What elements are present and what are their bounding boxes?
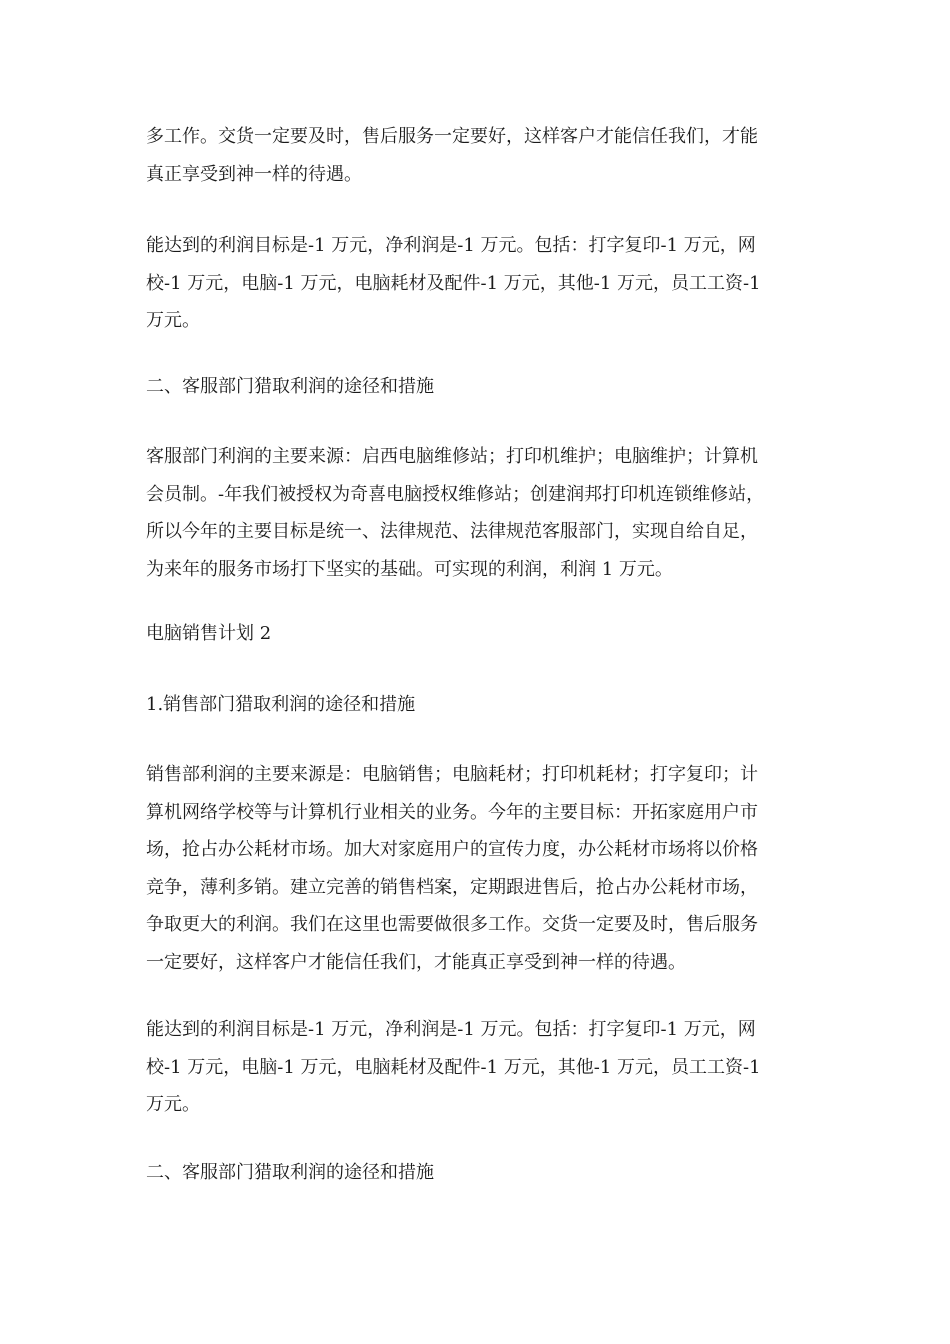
text-line: 校-1 万元，电脑-1 万元，电脑耗材及配件-1 万元，其他-1 万元，员工工资-1 xyxy=(146,1056,761,1078)
text-line: 多工作。交货一定要及时，售后服务一定要好，这样客户才能信任我们，才能 xyxy=(146,126,758,147)
text-line: 万元。 xyxy=(146,310,200,331)
text-line: 竞争，薄利多销。建立完善的销售档案，定期跟进售后，抢占办公耗材市场， xyxy=(146,876,758,898)
text-line: 万元。 xyxy=(146,1094,200,1115)
text-line: 一定要好，这样客户才能信任我们，才能真正享受到神一样的待遇。 xyxy=(146,951,686,973)
text-line: 校-1 万元，电脑-1 万元，电脑耗材及配件-1 万元，其他-1 万元，员工工资-1 xyxy=(146,272,761,294)
paragraph-service-note xyxy=(146,118,758,193)
text-line: 销售部利润的主要来源是：电脑销售；电脑耗材；打印机耗材；打字复印；计 xyxy=(146,764,758,785)
text-line: 真正享受到神一样的待遇。 xyxy=(146,163,362,185)
text-line: 为来年的服务市场打下坚实的基础。可实现的利润，利润 1 万元。 xyxy=(146,558,673,580)
paragraph-customer-service-revenue xyxy=(146,438,764,588)
paragraph-sales-revenue xyxy=(146,756,758,981)
text-line: 二、客服部门猎取利润的途径和措施 xyxy=(146,376,434,397)
section-heading-customer-service xyxy=(146,368,434,406)
text-line: 所以今年的主要目标是统一、法律规范、法律规范客服部门，实现自给自足， xyxy=(146,521,758,542)
paragraph-profit-target xyxy=(146,227,761,340)
section-heading-sales-department xyxy=(146,686,415,724)
section-heading-customer-service-repeat xyxy=(146,1154,434,1192)
text-line: 客服部门利润的主要来源：启西电脑维修站；打印机维护；电脑维护；计算机 xyxy=(146,446,758,467)
text-line: 争取更大的利润。我们在这里也需要做很多工作。交货一定要及时，售后服务 xyxy=(146,914,758,935)
text-line: 二、客服部门猎取利润的途径和措施 xyxy=(146,1162,434,1183)
text-line: 能达到的利润目标是-1 万元，净利润是-1 万元。包括：打字复印-1 万元，网 xyxy=(146,235,756,256)
text-line: 场，抢占办公耗材市场。加大对家庭用户的宣传力度，办公耗材市场将以价格 xyxy=(146,839,758,860)
text-line: 会员制。-年我们被授权为奇喜电脑授权维修站；创建润邦打印机连锁维修站， xyxy=(146,483,765,505)
text-line: 1.销售部门猎取利润的途径和措施 xyxy=(146,694,416,715)
text-line: 电脑销售计划 2 xyxy=(146,623,272,644)
section-title-sales-plan-2 xyxy=(146,615,271,653)
text-line: 能达到的利润目标是-1 万元，净利润是-1 万元。包括：打字复印-1 万元，网 xyxy=(146,1019,756,1040)
paragraph-profit-target-repeat xyxy=(146,1011,761,1124)
text-line: 算机网络学校等与计算机行业相关的业务。今年的主要目标：开拓家庭用户市 xyxy=(146,801,758,823)
